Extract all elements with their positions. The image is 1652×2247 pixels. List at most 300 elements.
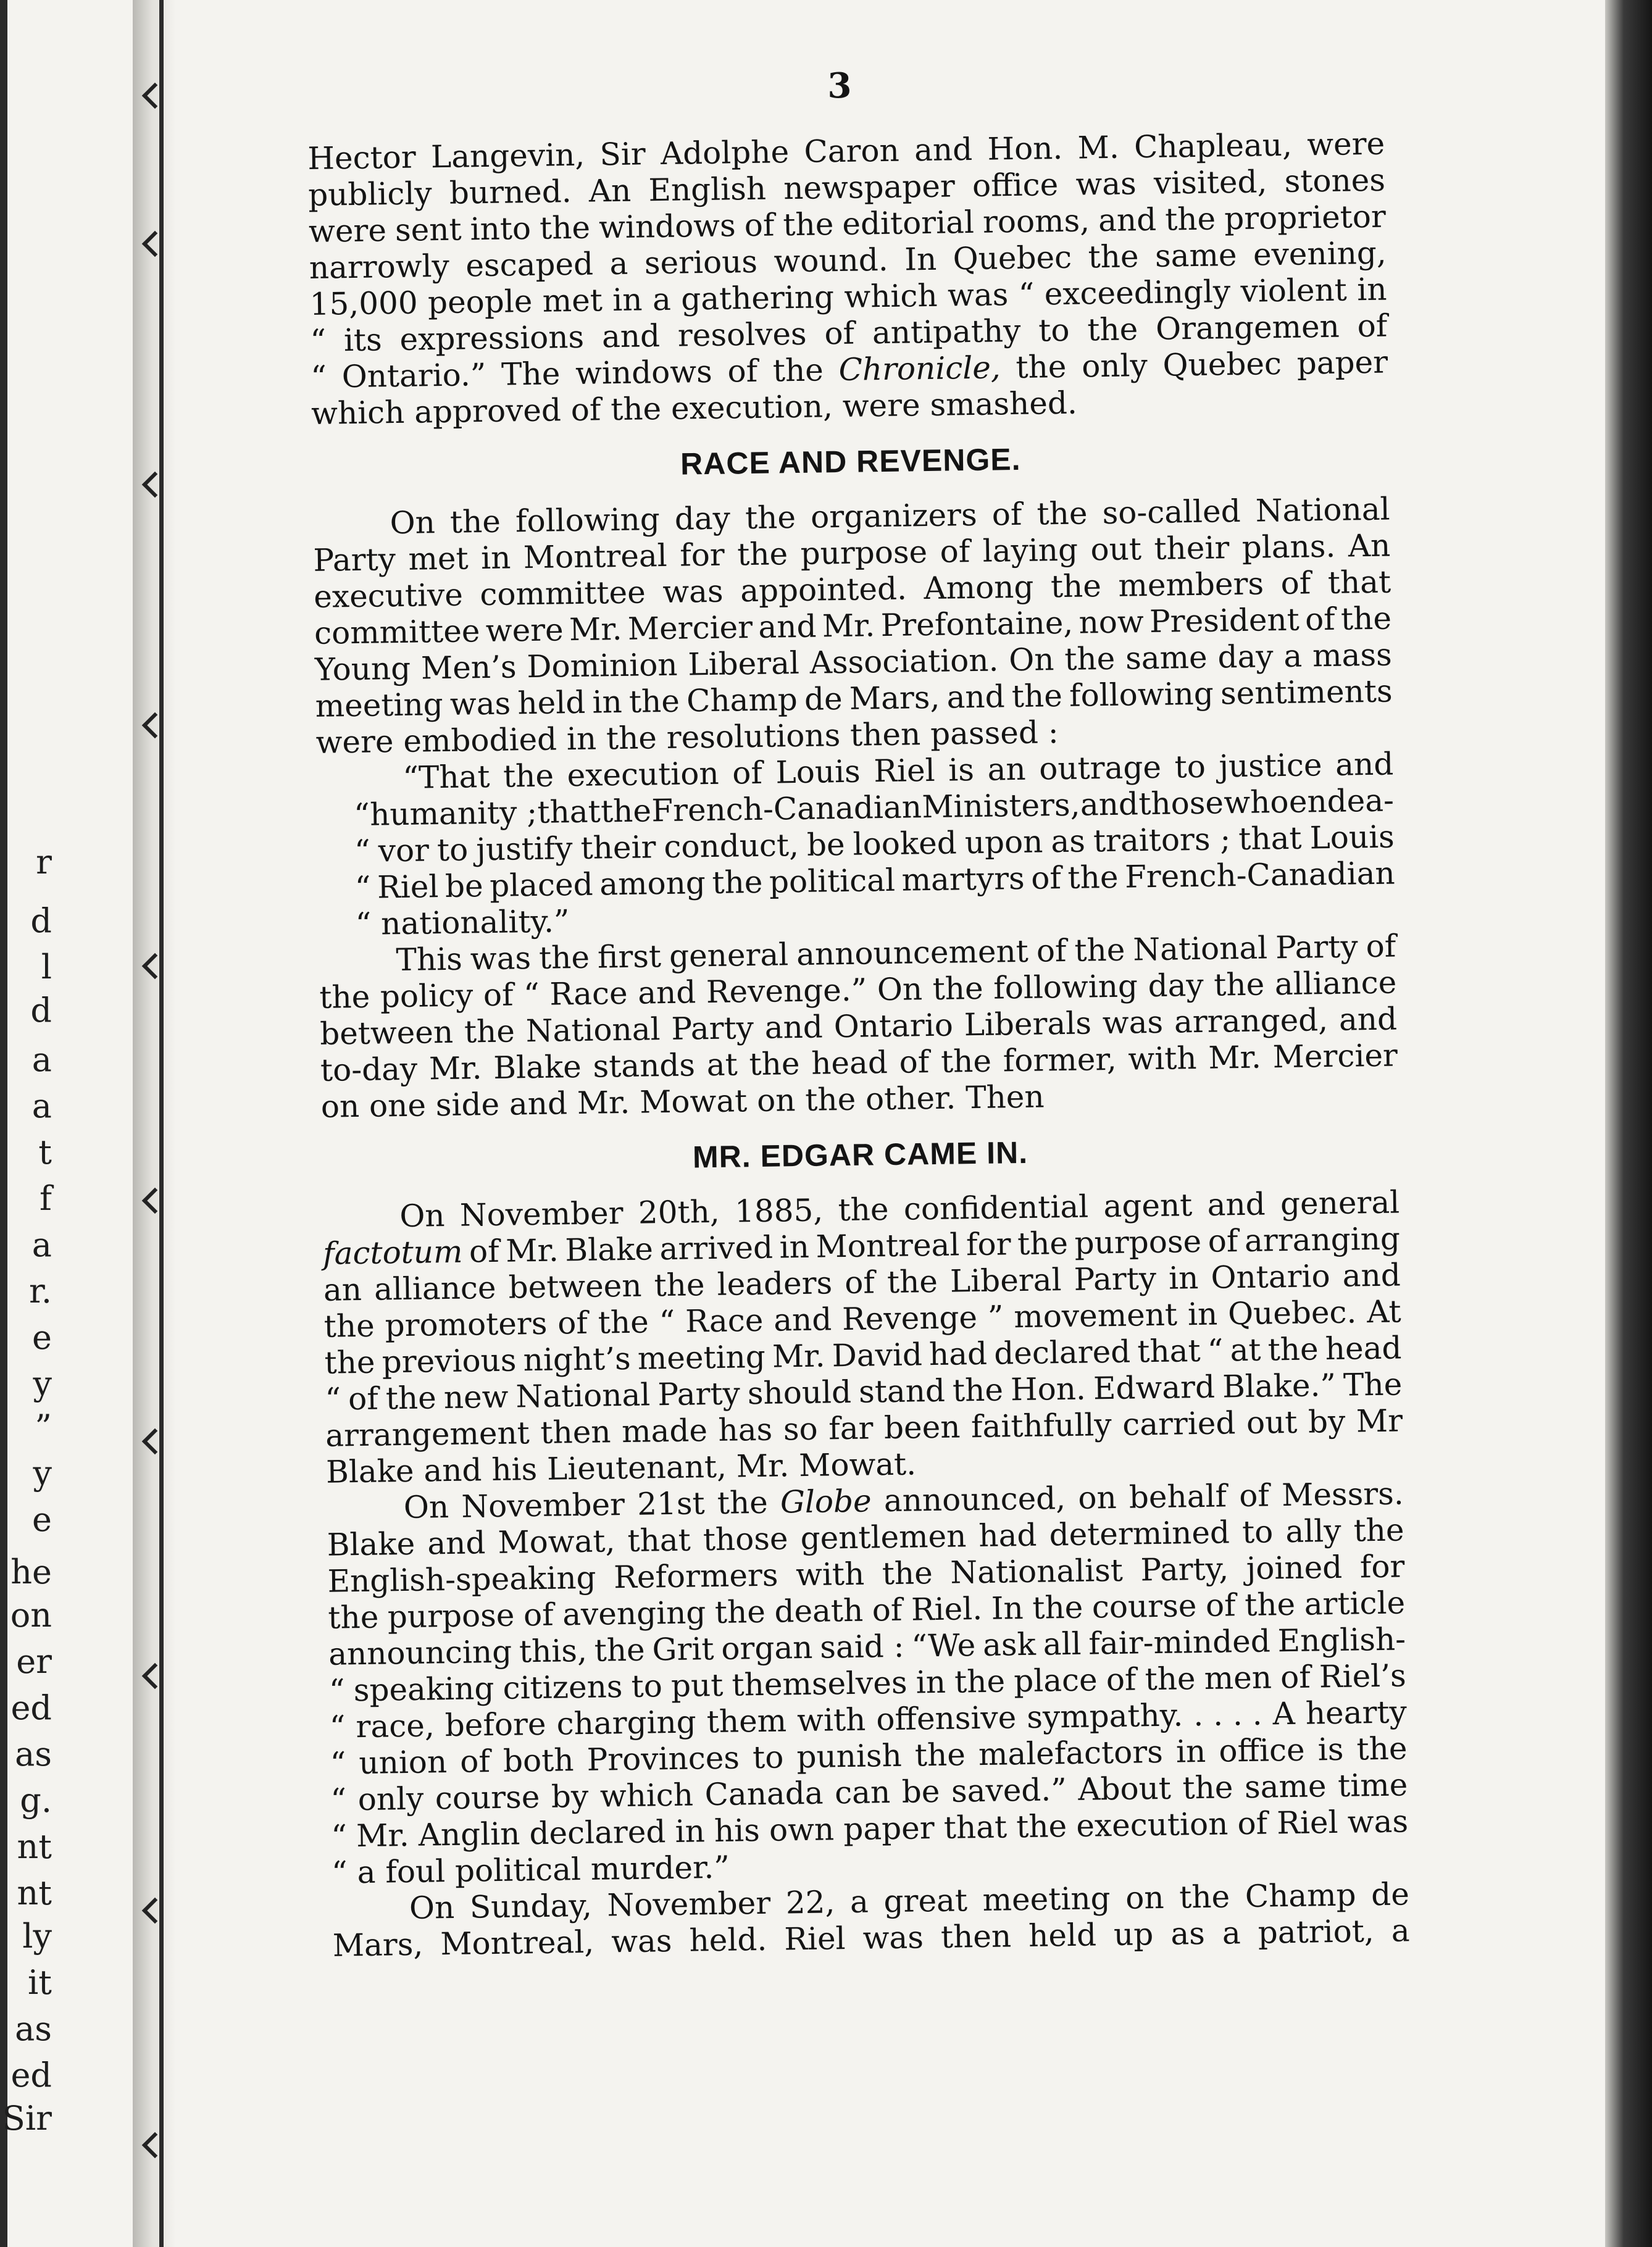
word: charging [556,1704,697,1742]
word: out [1090,531,1142,568]
word: and [1080,786,1139,823]
word: Young [314,650,411,688]
bleed-through-fragment: ed [10,1688,52,1727]
word: of [1304,601,1336,638]
word: Mr. [428,1050,482,1087]
word: has [718,1411,773,1448]
word: November [607,1885,771,1924]
word: behalf [1128,1478,1227,1515]
word: expressions [399,319,585,357]
word: same [1244,1768,1327,1806]
word: resolves [677,315,807,354]
word: on [1125,1879,1164,1916]
word: violent [1240,272,1348,309]
italic-term: factotum [322,1233,463,1272]
word: of [844,1264,875,1301]
word: Liberal [688,644,800,683]
word: An [588,172,632,209]
word: of [557,1304,588,1341]
word: laying [982,532,1078,569]
word: that [943,1809,1007,1846]
word: the [714,1593,766,1631]
newspaper-name: Chronicle, [838,349,1001,388]
word: was [611,1923,672,1960]
word: the [838,1191,889,1228]
word: Riel [783,1920,846,1957]
word: and [1207,1186,1266,1223]
word: November [459,1195,624,1233]
word: the [464,1013,515,1050]
word: In [904,241,937,278]
word: Ministers, [921,786,1080,825]
bleed-through-fragment: as [15,1735,52,1774]
bleed-through-fragment: d [30,991,52,1030]
word: Blake [565,1231,654,1269]
word: ” [987,1299,1004,1335]
word: and [601,318,661,355]
word: movement [1014,1296,1178,1335]
word: the [328,1599,379,1636]
word: in [1356,271,1387,308]
word: for [966,1226,1011,1263]
word: Riel [1276,1804,1338,1841]
line-text: were embodied in the resolutions then passed : [315,714,1059,761]
word: men [1204,1659,1272,1696]
word: Party [313,541,396,578]
word: in [675,1813,706,1849]
word: promoters [385,1305,548,1344]
word: Montreal [816,1227,960,1265]
word: Revenge.” [706,972,867,1011]
word: Blake [327,1525,415,1563]
word: announcement [796,933,1029,973]
word: the [1356,1730,1408,1767]
word: justice [1219,747,1322,785]
word: “ [354,833,371,870]
word: and [1335,746,1394,783]
word: appointed. [740,570,907,609]
word: was [1347,1803,1409,1840]
word: then [540,1414,611,1451]
word: the [628,683,680,720]
bleed-through-fragment: y [33,1454,52,1493]
word: Hector [307,139,417,177]
word: an [323,1271,362,1308]
word: which [844,277,938,315]
paragraph-champ-de-mars [332,1876,1410,1964]
paragraph-alliance [319,928,1398,1125]
word: joined [1246,1549,1343,1586]
word: “ [328,1672,346,1709]
word: President [1149,601,1300,640]
word: policy [380,977,473,1015]
word: saved.” [951,1772,1067,1809]
word: Mr [1356,1403,1403,1440]
word: escaped [465,246,594,284]
word: “ [1018,276,1035,312]
word: “ [1207,1332,1224,1369]
word: Riel [873,752,935,790]
word: Blake [493,1048,582,1086]
word: death [774,1592,864,1630]
word: the [324,1344,375,1381]
word: course [1091,1588,1197,1625]
word: a [849,1883,869,1920]
word: Party [1275,928,1359,966]
word: Mr. [505,1232,559,1269]
word: sympathy. [1026,1697,1183,1735]
word: the [1017,1225,1069,1262]
word: the [1016,1808,1067,1845]
word: themselves [732,1664,907,1703]
word: a [1222,1915,1241,1951]
word: Blake.” [1222,1367,1337,1405]
word: in [1175,1733,1206,1770]
line-text: Blake and his Lieutenant, Mr. Mowat. [325,1446,917,1490]
word: announced, [883,1480,1066,1519]
word: the [594,1632,646,1669]
word: the [1145,1661,1196,1698]
word: Hon. [987,130,1063,167]
word: fair-minded [1088,1623,1271,1662]
word: punish [796,1737,903,1775]
word: Ontario [1211,1258,1330,1296]
word: of [899,1044,930,1080]
word: the [736,536,788,573]
word: a [1391,1912,1410,1949]
word: Hon. [1010,1370,1087,1408]
bleed-through-fragment: Sir [2,2099,52,2138]
word: and [427,1525,486,1562]
word: been [883,1409,961,1446]
word: leaders [717,1265,833,1303]
word: former, [1003,1041,1117,1079]
word: and [773,1301,832,1338]
word: to [1241,1514,1274,1551]
bleed-through-fragment: a [31,1086,52,1125]
word: of [940,533,970,570]
word: Mercier [1272,1037,1398,1075]
word: was [662,573,724,611]
word: alliance [1274,964,1397,1003]
word: narrowly [309,248,450,286]
word: Messrs. [1281,1475,1404,1514]
word: stand [858,1372,946,1410]
word: the [1087,311,1138,348]
word: evening, [1253,235,1387,273]
word: executive [313,577,464,615]
line-text: which approved of the execution, were smashed. [311,385,1078,431]
word: by [551,1778,589,1815]
word: is [948,752,975,788]
word: was [862,1919,924,1956]
word: political [769,862,896,900]
word: of [483,977,514,1014]
word: The [501,356,561,393]
word: sent [394,211,462,249]
bleed-through-fragment: it [28,1963,52,2002]
word: ask [982,1626,1037,1663]
word: Quebec. [1227,1294,1357,1332]
word: “ [310,359,327,395]
word: by [1308,1403,1346,1440]
word: the [954,1663,1006,1700]
word: in [916,1664,946,1701]
word: 22, [785,1884,835,1921]
word: Race [685,1302,764,1340]
word: to [436,832,469,869]
word: in [480,540,511,577]
word: exceedingly [1044,273,1231,312]
word: and [758,608,817,645]
quotation-resolutions [316,746,1396,943]
word: their [580,829,656,866]
word: a [652,281,672,318]
word: made [621,1412,708,1450]
word: only [1081,348,1148,385]
word: general [669,936,789,974]
word: was [947,277,1009,314]
word: confidential [903,1188,1089,1227]
word: committee [480,574,646,613]
word: carried [1122,1405,1236,1443]
page-number: 3 [827,65,852,106]
word: his [714,1812,761,1849]
bleed-through-column [2,0,52,2247]
word: race, [356,1707,435,1745]
word: French-Canadian [1124,855,1396,895]
word: arranging [1244,1220,1401,1259]
word: be [806,826,846,863]
word: 21st [636,1485,706,1522]
line-text: “ a foul political murder.” [331,1849,730,1891]
word: the [1064,640,1116,677]
word: Quebec [1162,346,1282,383]
word: “ [330,1745,346,1782]
page-body [307,126,1410,1964]
word: the [319,978,370,1015]
word: visited, [1153,164,1267,201]
paragraph-edgar-agent [322,1184,1403,1490]
word: head [811,1044,888,1082]
bleed-through-fragment: a [31,1040,52,1079]
word: general [1280,1184,1400,1222]
word: same [1125,639,1208,677]
word: of [1106,1661,1137,1698]
word: office [972,167,1059,204]
word: rooms, [982,202,1090,240]
word: of [744,207,775,244]
word: National [515,1377,651,1415]
word: Race [549,975,628,1012]
word: purpose [387,1597,515,1635]
bleed-through-fragment: nt [17,1874,52,1912]
word: stones [1284,162,1386,199]
word: “ [353,796,370,833]
word: all [1043,1625,1082,1662]
word: meeting [315,686,444,724]
word: Anglin [418,1816,520,1853]
word: organizers [810,496,978,535]
bleed-through-fragment: on [10,1596,52,1635]
word: serious [644,243,758,281]
word: the [1267,1331,1319,1368]
word: this, [519,1632,588,1670]
word: the [1050,568,1102,605]
word: held [1028,1917,1097,1954]
word: of [1030,860,1062,896]
word: “That [403,758,490,796]
word: the [886,1263,938,1301]
word: of [1366,928,1396,965]
word: Montreal [523,537,668,576]
word: and [1098,201,1157,239]
word: in [1187,1296,1218,1333]
word: proprietor [1224,198,1387,237]
word: Mars, [332,1926,423,1964]
word: between [508,1267,642,1306]
bleed-through-fragment: er [16,1642,52,1681]
word: The [1343,1366,1403,1403]
word: day [1217,638,1274,675]
word: execution [567,755,720,794]
word: the [783,206,834,243]
word: ally [1285,1512,1341,1550]
word: Revenge [841,1299,978,1338]
word: On [409,1889,455,1926]
word: the [940,1043,992,1080]
word: Mr. [569,611,622,648]
word: 1885, [734,1192,824,1230]
word: in [779,1228,810,1265]
word: that [627,1522,691,1559]
word: those [703,1520,788,1558]
word: Mr. [1208,1039,1262,1076]
word: On [399,1198,445,1235]
word: 20th, [638,1193,720,1231]
word: the [449,503,501,540]
word: “ [330,1818,348,1854]
word: Riel. [911,1590,983,1628]
word: new [443,1378,509,1416]
word: on [1077,1479,1117,1516]
word: day [1148,967,1204,1004]
word: which [599,1777,694,1814]
word: Mercier [627,609,753,647]
word: among [599,865,706,903]
bleed-through-fragment: g. [20,1781,52,1820]
word: the [1179,1878,1230,1916]
word: following [1069,675,1214,714]
word: up [1113,1916,1154,1953]
word: “ [330,1782,347,1818]
word: offensive [875,1699,1017,1738]
word: Party [657,1375,741,1413]
word: that [1238,820,1302,857]
word: of [1205,1587,1237,1624]
word: editorial [842,204,975,242]
word: and [946,678,1006,715]
word: between [319,1014,454,1052]
word: be [444,868,483,905]
word: Canada [704,1775,824,1813]
word: the [654,1267,705,1304]
word: “We [911,1627,976,1664]
word: the [914,1736,966,1774]
word: On [1008,641,1054,678]
word: the [952,1372,1004,1409]
word: previous [382,1342,517,1380]
word: of [872,1591,903,1628]
word: English [648,170,767,209]
word: Nationalist [949,1552,1124,1591]
word: that [537,793,601,830]
word: the [1016,348,1067,386]
bleed-through-fragment: d [30,901,52,940]
word: the [385,1380,437,1417]
word: was [470,940,532,977]
word: This [396,941,463,978]
paragraph-national-party [312,491,1393,761]
word: arranged, [1174,1002,1329,1040]
word: the [882,1555,933,1592]
word: following [515,501,661,540]
word: Riel’s [1319,1657,1407,1695]
word: the [1067,859,1119,896]
word: faithfully [970,1407,1112,1445]
word: of [1280,565,1311,602]
word: great [883,1882,968,1920]
word: Orangemen [1155,308,1340,347]
word: the [538,939,590,976]
word: justify [475,830,573,868]
word: place [1013,1662,1098,1699]
word: Riel [377,869,439,906]
word: the [1213,966,1265,1003]
word: and [1338,1001,1398,1038]
word: of [824,315,855,352]
word: humanity ; [369,794,538,833]
scan-edge-left [0,0,7,2247]
word: as [1051,823,1086,860]
word: the [1011,678,1063,715]
word: agent [1103,1187,1193,1225]
word: Among [924,569,1034,607]
word: was [1102,1004,1164,1041]
bleed-through-fragment: nt [17,1827,52,1866]
word: meeting [982,1880,1111,1919]
word: the [1340,600,1392,637]
word: wound. [774,241,889,280]
word: with [795,1556,865,1593]
word: said : [819,1628,904,1665]
newspaper-name: Globe [780,1483,872,1520]
word: and [637,974,696,1011]
word: Mowat, [498,1523,615,1561]
word: vor [378,832,430,869]
word: Louis [775,753,861,791]
word: arrived [659,1229,774,1267]
word: the [1074,932,1125,969]
word: that [1137,1332,1201,1370]
word: had [978,1517,1037,1554]
word: placed [489,866,594,904]
word: A [1272,1695,1296,1732]
word: citizens [503,1669,623,1706]
word: announcing [328,1633,512,1672]
word: Champ [686,682,798,719]
line-text: “ nationality.” [355,903,570,943]
